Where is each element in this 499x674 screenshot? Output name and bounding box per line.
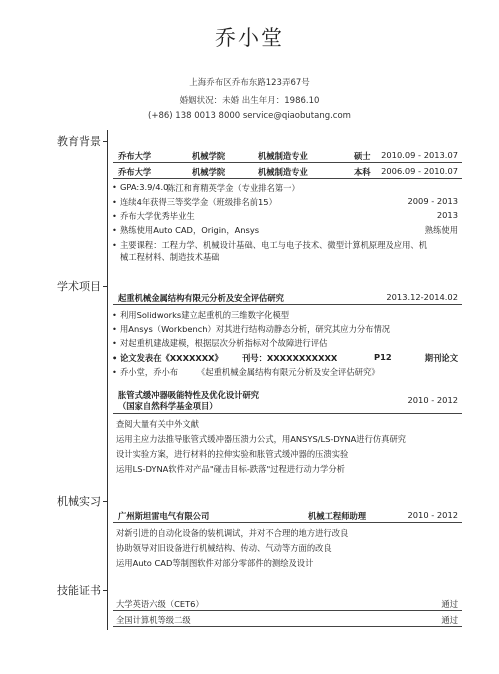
address: 上海乔布区乔布东路123弄67号 [189,78,310,88]
list-item: • 用Ansys（Workbench）对其进行结构动静态分析，研究其应力分布情况 [112,324,391,334]
timeline-line [107,130,108,630]
divider [113,304,462,305]
project-line: 运用LS-DYNA软件对产品"碰击目标-跌落"过程进行动力学分析 [116,464,345,474]
section-tick [103,590,107,591]
list-item: • 利用Solidworks建立起重机的三维数字化模型 [112,310,290,320]
list-item: • 乔小堂，乔小布 《起重机械金属结构有限元分析及安全评估研究》 [112,367,380,377]
edu-degree: 硕士 [354,151,371,161]
edu-date: 2006.09 - 2010.07 [381,166,458,176]
list-item: • 论文发表在《XXXXXXX》 刊号：XXXXXXXXXXX P12 期刊论文 [112,352,458,363]
project-title: 起重机械金属结构有限元分析及安全评估研究 [118,293,284,303]
section-title-education: 教育背景 [57,135,101,148]
edu-date: 2010.09 - 2013.07 [381,150,458,160]
project-line: 查阅大量有关中外文献 [116,419,199,429]
skill-name: 全国计算机等级二级 [116,615,191,625]
edu-school: 乔布大学 [118,167,152,177]
internship-row [118,510,458,522]
internship-line: 运用Auto CAD等制图软件对部分零部件的测绘及设计 [116,558,314,568]
edu-degree: 本科 [354,167,371,177]
scholarship: 陈江和育精英学金（专业排名第一） [167,183,300,193]
project-line: 设计实验方案，进行材料的拉伸实验和胀管式缓冲器的压溃实验 [116,449,349,459]
education-row [118,150,458,162]
project-subtitle: （国家自然科学基金项目） [118,401,218,411]
project-title: 胀管式缓冲器吸能特性及优化设计研究 [118,390,260,400]
internship-line: 对新引进的自动化设备的装机调试，并对不合理的地方进行改良 [116,528,349,538]
divider [113,522,462,523]
section-title-projects: 学术项目 [57,280,101,293]
list-item-cont: 械工程材料、制造技术基础 [120,252,220,262]
project-date: 2010 - 2012 [407,395,458,405]
contact-info: (+86) 138 0013 8000 service@qiaobutang.com [148,111,351,121]
gpa: GPA:3.9/4.0 [120,182,169,192]
role: 机械工程师助理 [308,511,367,521]
skill-row [116,614,458,626]
skill-result: 通过 [441,615,458,625]
edu-major: 机械制造专业 [258,167,308,177]
divider [113,626,462,627]
divider [113,610,462,611]
internship-line: 协助领导对旧设备进行机械结构、传动、气动等方面的改良 [116,543,332,553]
list-item: • 对起重机建战建模，根据层次分析指标对个故障进行评估 [112,338,328,348]
list-item: • 主要课程：工程力学、机械设计基础、电工与电子技术、微型计算机原理及应用、机 [112,240,427,250]
section-tick [103,141,107,142]
list-item: • 连续4年获得三等奖学金（班级排名前15） 2009 - 2013 [112,196,458,207]
list-item: • GPA:3.9/4.0 陈江和育精英学金（专业排名第一） [112,182,300,193]
project-title-row [118,389,458,413]
project-title-row [118,292,458,304]
education-row [118,166,458,178]
project-line: 运用主应力法推导胀管式缓冲器压溃力公式，用ANSYS/LS-DYNA进行仿真研究 [116,434,407,444]
project-date: 2013.12-2014.02 [386,292,458,302]
section-title-internship: 机械实习 [57,495,101,508]
list-item: • 熟练使用Auto CAD，Origin，Ansys 熟练使用 [112,225,458,235]
section-tick [103,286,107,287]
divider [113,162,462,163]
edu-college: 机械学院 [192,151,226,161]
edu-college: 机械学院 [192,167,226,177]
skill-name: 大学英语六级（CET6） [116,599,204,609]
candidate-name: 乔小堂 [215,26,284,50]
edu-major: 机械制造专业 [258,151,308,161]
section-tick [103,501,107,502]
divider [113,178,462,179]
internship-date: 2010 - 2012 [407,510,458,520]
skill-row [116,598,458,610]
company: 广州斯坦雷电气有限公司 [118,511,210,521]
skill-result: 通过 [441,599,458,609]
marital-birth: 婚姻状况：未婚 出生年月：1986.10 [179,96,320,106]
section-title-skills: 技能证书 [57,584,101,597]
divider [113,413,462,414]
edu-school: 乔布大学 [118,151,152,161]
list-item: • 乔布大学优秀毕业生 2013 [112,210,458,221]
